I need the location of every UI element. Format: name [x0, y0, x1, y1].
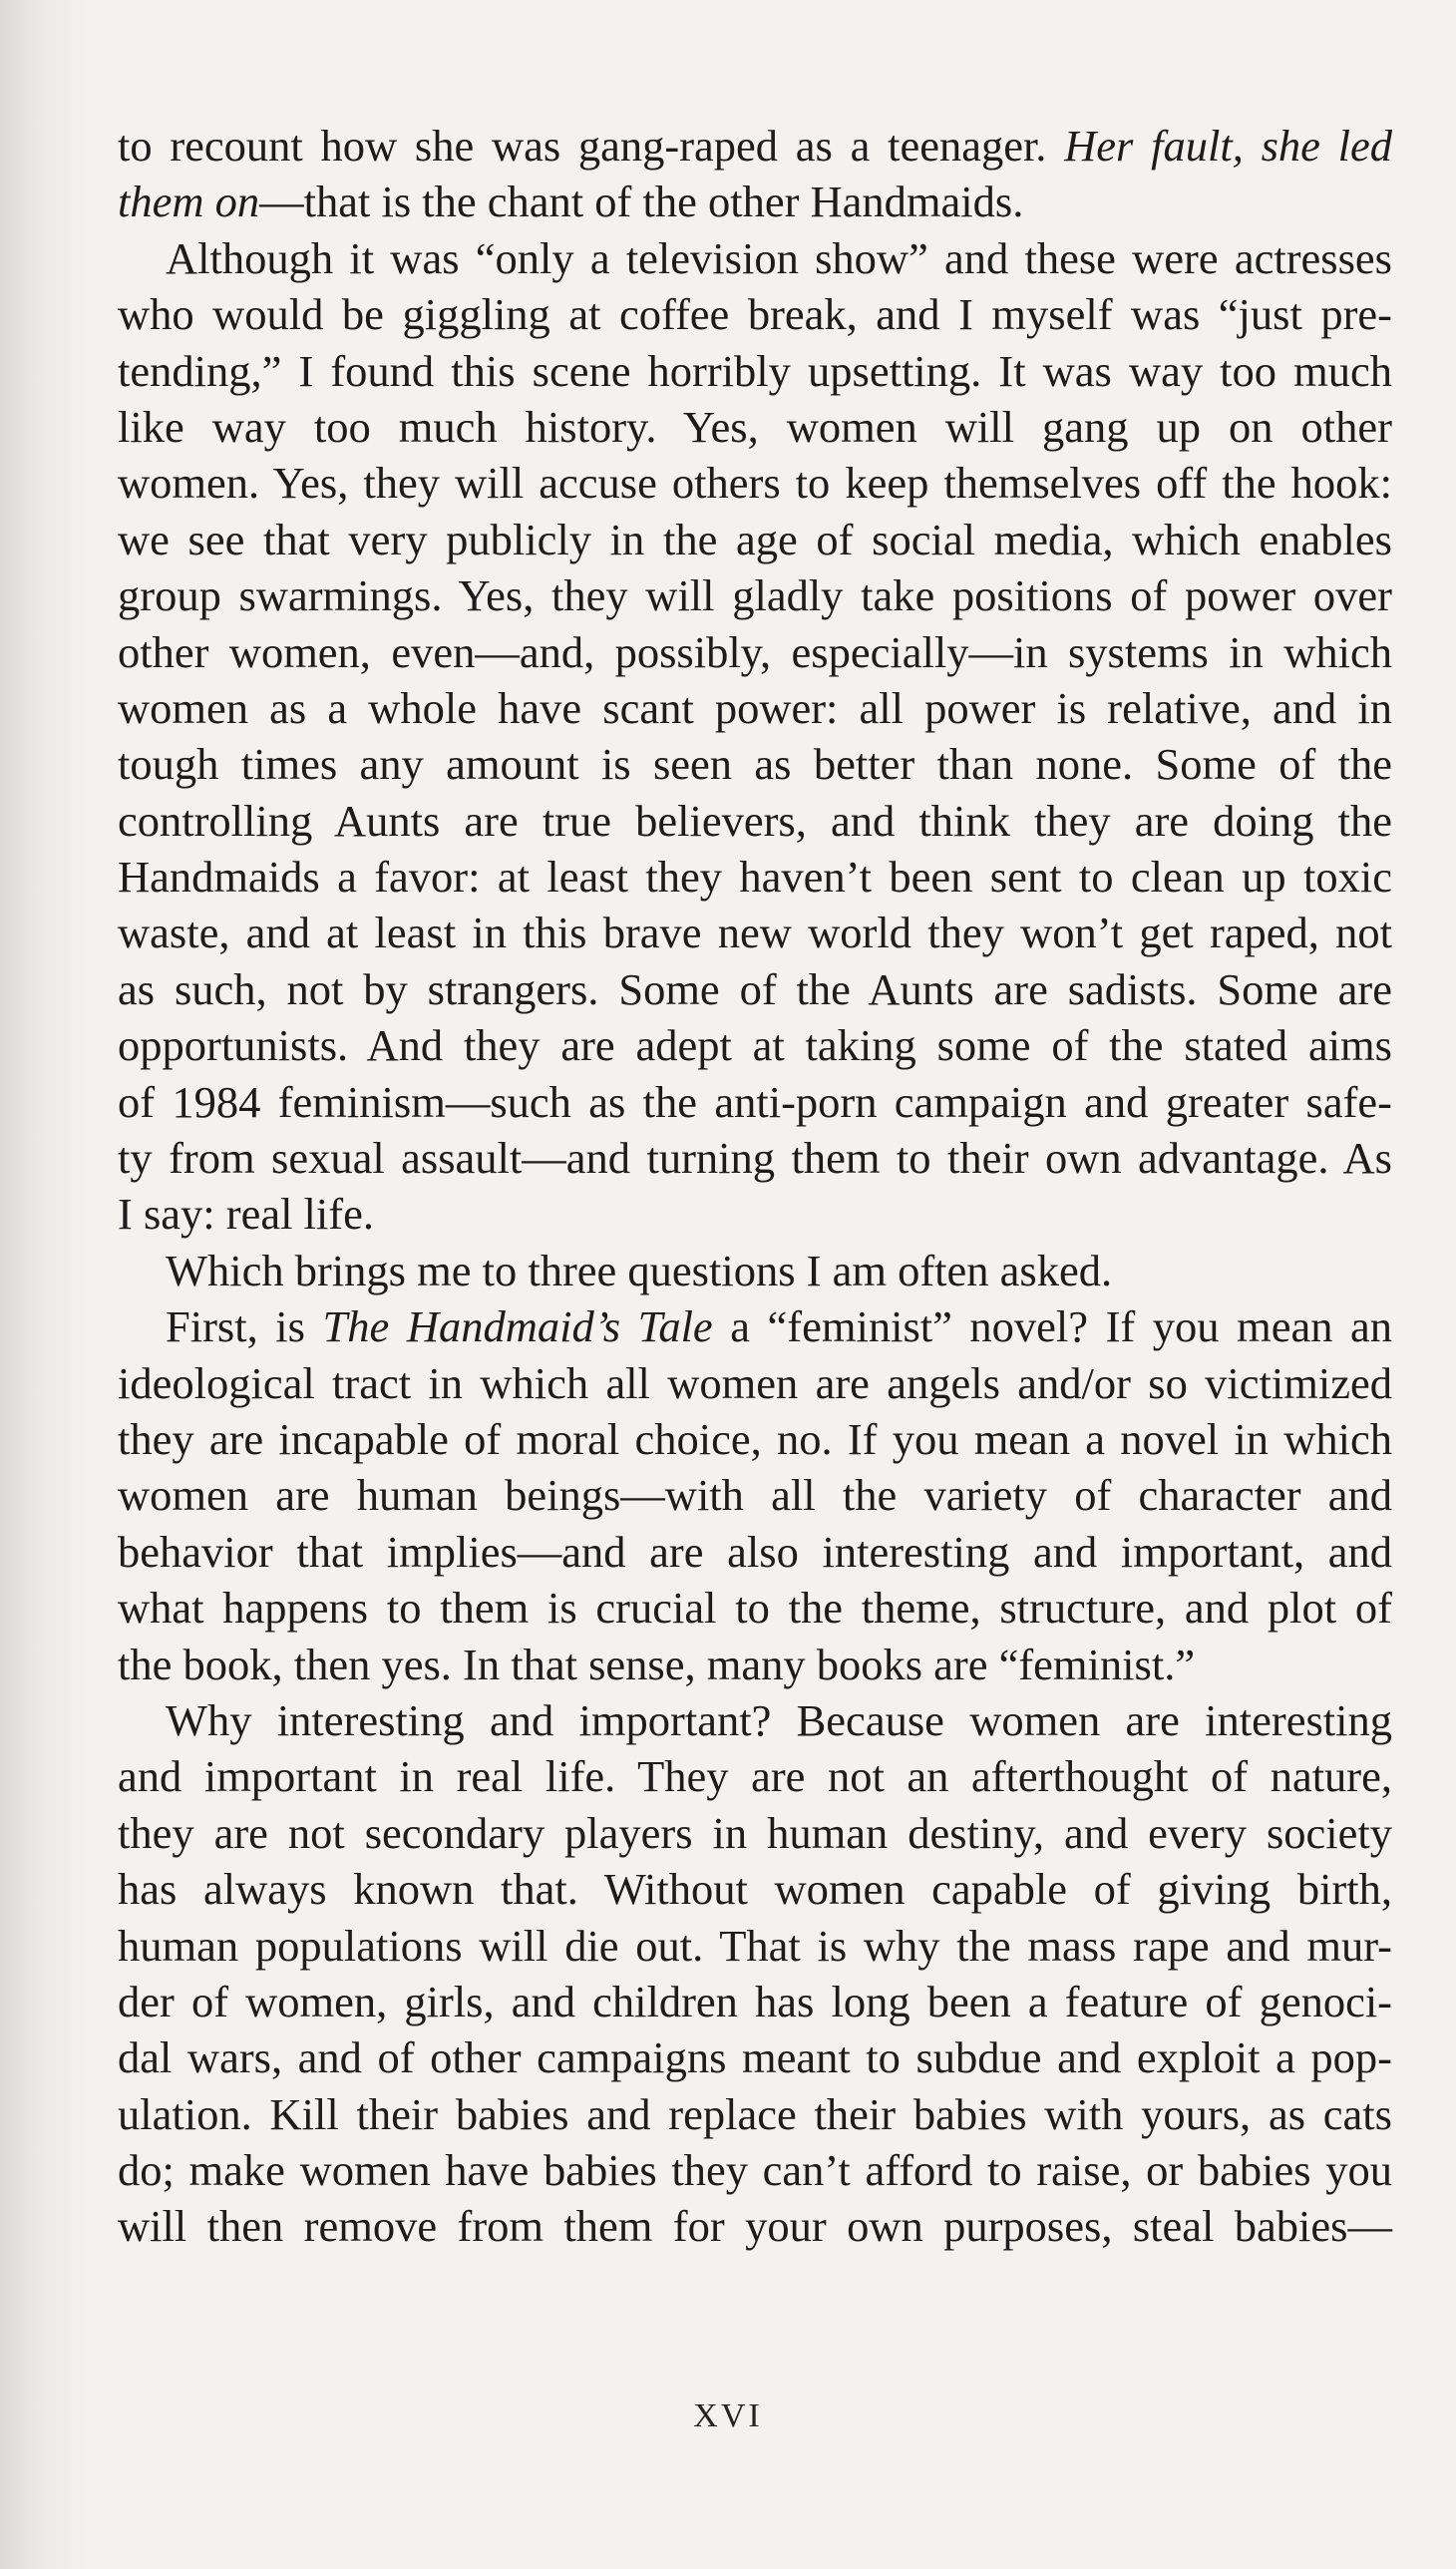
- text-line: they are incapable of moral choice, no. If you mean a novel in which: [118, 1413, 1392, 1464]
- text-line: opportunists. And they are adept at taking some of the stated aims: [118, 1020, 1392, 1071]
- book-title: The Handmaid’s Tale: [322, 1301, 713, 1352]
- text-line: dal wars, and of other campaigns meant to subdue and exploit a pop-: [118, 2032, 1392, 2083]
- text-line: will then remove from them for your own purposes, steal babies—: [118, 2201, 1392, 2252]
- text-line: First, is The Handmaid’s Tale a “feminist” novel? If you mean an: [166, 1301, 1392, 1352]
- italic-phrase: Her fault, she led: [1064, 121, 1392, 171]
- text-line: tending,” I found this scene horribly upsetting. It was way too much: [118, 345, 1392, 396]
- text-line: Why interesting and important? Because women are interesting: [166, 1694, 1392, 1745]
- text-line: ty from sexual assault—and turning them to their own advantage. As: [118, 1133, 1392, 1184]
- text-line: women are human beings—with all the variety of character and: [118, 1470, 1392, 1521]
- text-line: ulation. Kill their babies and replace their babies with yours, as cats: [118, 2088, 1392, 2139]
- text-line: group swarmings. Yes, they will gladly take positions of power over: [118, 570, 1392, 621]
- text-line: tough times any amount is seen as better than none. Some of the: [118, 739, 1392, 790]
- text-line: waste, and at least in this brave new world they won’t get raped, not: [118, 908, 1392, 958]
- text-line: ideological tract in which all women are angels and/or so victimized: [118, 1357, 1392, 1408]
- text-line: behavior that implies—and are also interesting and important, and: [118, 1526, 1392, 1577]
- text-line: women as a whole have scant power: all power is relative, and in: [118, 682, 1392, 733]
- text-line: I say: real life.: [118, 1189, 374, 1240]
- text-line: Which brings me to three questions I am often asked.: [166, 1245, 1113, 1295]
- text-line: Although it was “only a television show” and these were actresses: [166, 232, 1392, 283]
- text-line: women. Yes, they will accuse others to keep themselves off the hook:: [118, 458, 1392, 509]
- text-line: controlling Aunts are true believers, and think they are doing the: [118, 795, 1392, 846]
- text-line: who would be giggling at coffee break, and I myself was “just pre-: [118, 289, 1392, 340]
- text-line: and important in real life. They are not an afterthought of nature,: [118, 1751, 1392, 1802]
- text-line: them on—that is the chant of the other Handmaids.: [118, 177, 1024, 227]
- body-text: [118, 118, 1392, 2255]
- text-line: other women, even—and, possibly, especially—in systems in which: [118, 626, 1392, 677]
- text-line: to recount how she was gang-raped as a teenager. Her fault, she led: [118, 121, 1392, 171]
- text-line: Handmaids a favor: at least they haven’t been sent to clean up toxic: [118, 852, 1392, 903]
- text-line: der of women, girls, and children has long been a feature of genoci-: [118, 1976, 1392, 2026]
- text-line: do; make women have babies they can’t afford to raise, or babies you: [118, 2145, 1392, 2196]
- text-line: human populations will die out. That is why the mass rape and mur-: [118, 1920, 1392, 1971]
- text-line: as such, not by strangers. Some of the Aunts are sadists. Some are: [118, 963, 1392, 1014]
- text-line: like way too much history. Yes, women will gang up on other: [118, 401, 1392, 452]
- text-line: has always known that. Without women capable of giving birth,: [118, 1864, 1392, 1915]
- italic-phrase: them on: [118, 177, 260, 227]
- text-line: of 1984 feminism—such as the anti-porn campaign and greater safe-: [118, 1076, 1392, 1127]
- text-line: the book, then yes. In that sense, many books are “feminist.”: [118, 1639, 1196, 1689]
- text-line: they are not secondary players in human destiny, and every society: [118, 1807, 1392, 1858]
- text-line: we see that very publicly in the age of social media, which enables: [118, 514, 1392, 564]
- page-number: XVI: [693, 2397, 763, 2434]
- text-line: what happens to them is crucial to the theme, structure, and plot of: [118, 1583, 1392, 1634]
